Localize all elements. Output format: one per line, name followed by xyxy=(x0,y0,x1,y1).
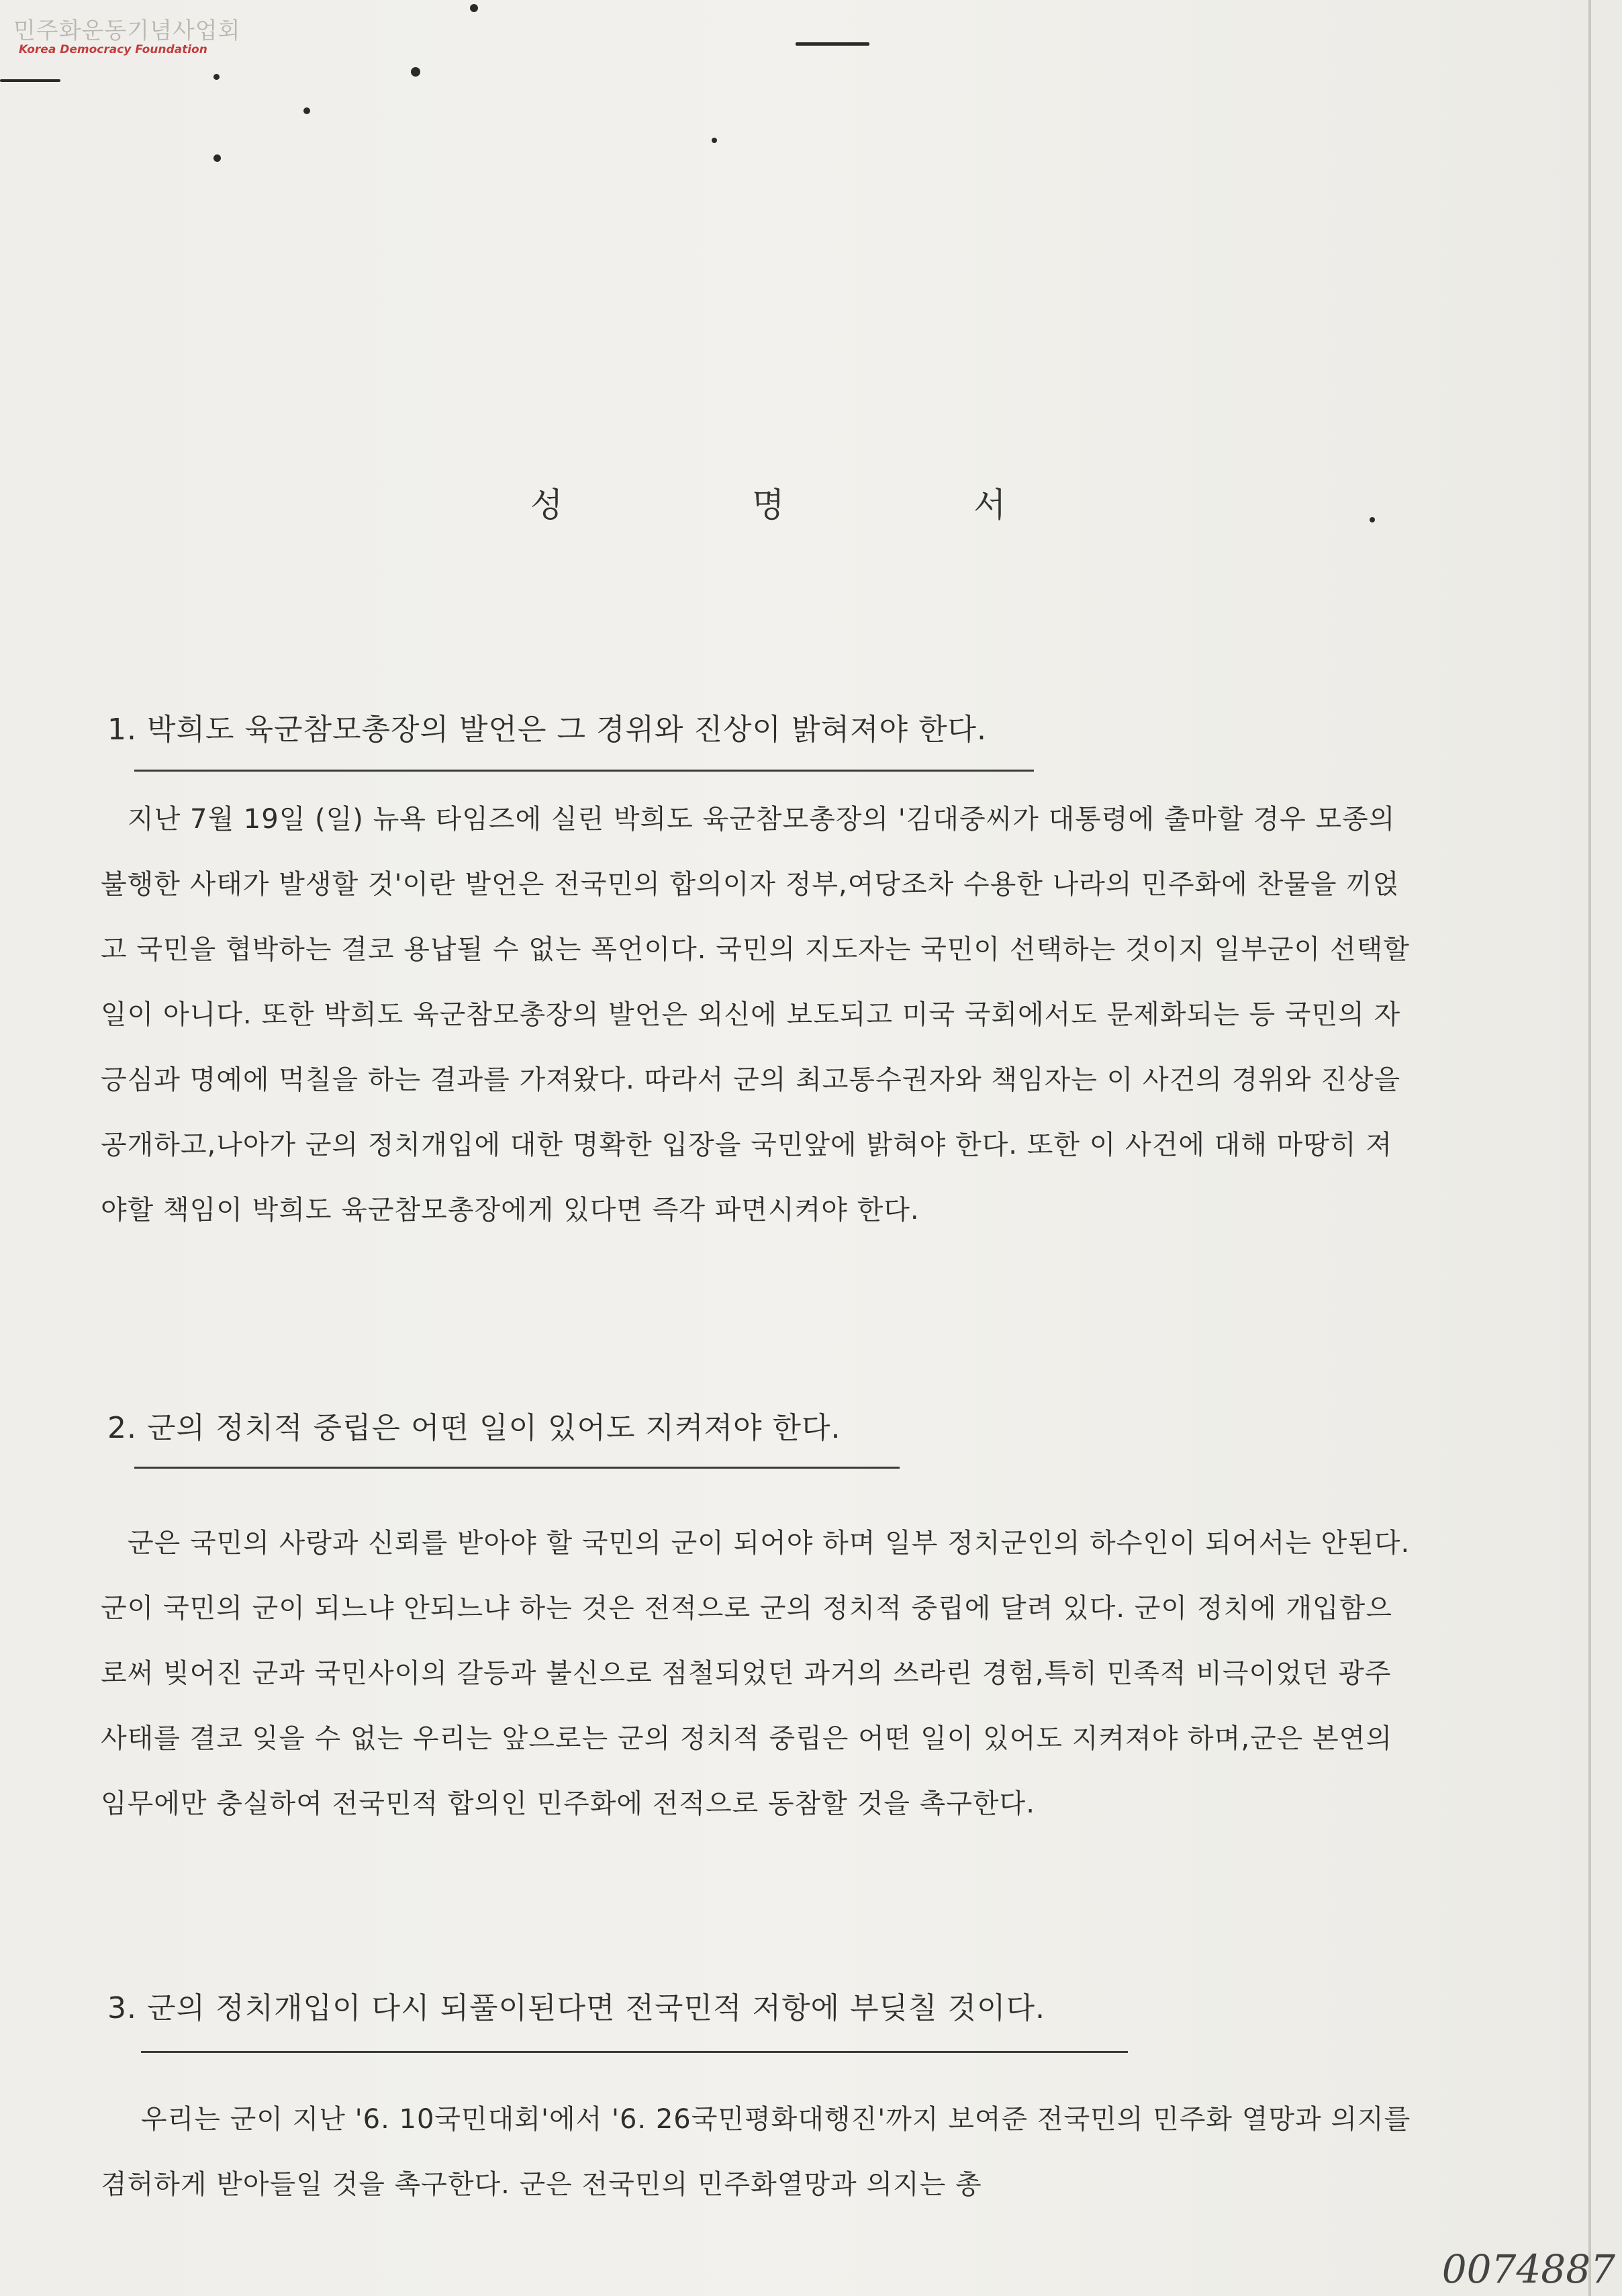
scan-speck xyxy=(1370,517,1375,522)
archive-number: 0074887 xyxy=(1441,2246,1615,2292)
scan-speck xyxy=(796,42,869,46)
section-2-body: 군은 국민의 사랑과 신뢰를 받아야 할 국민의 군이 되어야 하며 일부 정치군인의 하수인이 되어서는 안된다. 군이 국민의 군이 되느냐 안되느냐 하는 것은 전적으로 군의 정치적 중립에 달려 있다. 군이 정치에 개입함으로써 빚어진 군과 국민사이의 갈등과 불신으로 점철되었던 과거의 쓰라린 경험,특히 민족적 비극이었던 광주사태를 결코 잊을 수 없는 우리는 앞으로는 군의 정치적 중립은 어떤 일이 있어도 지켜져야 하며,군은 본연의 임무에만 충실하여 전국민적 합의인 민주화에 전적으로 동참할 것을 촉구한다. xyxy=(101,1528,1411,1819)
title-char-3: 서 xyxy=(973,486,1006,524)
watermark-english: Korea Democracy Foundation xyxy=(19,43,207,56)
paper-edge xyxy=(1588,0,1591,2296)
section-3-heading: 3. 군의 정치개입이 다시 되풀이된다면 전국민적 저항에 부딪칠 것이다. xyxy=(107,1991,1045,2025)
scan-speck xyxy=(470,4,478,12)
section-1-underline xyxy=(134,770,1034,772)
section-2-heading: 2. 군의 정치적 중립은 어떤 일이 있어도 지켜져야 한다. xyxy=(107,1411,841,1445)
scan-speck xyxy=(213,74,220,80)
section-3-underline xyxy=(141,2051,1128,2053)
watermark xyxy=(7,12,241,59)
scan-speck xyxy=(411,67,420,77)
scan-speck xyxy=(712,138,717,143)
scan-speck xyxy=(0,79,60,82)
title-char-2: 명 xyxy=(752,486,785,524)
section-1-heading: 1. 박희도 육군참모총장의 발언은 그 경위와 진상이 밝혀져야 한다. xyxy=(107,713,987,747)
section-2-underline xyxy=(134,1467,900,1469)
scan-speck xyxy=(213,154,221,162)
scan-speck xyxy=(303,107,310,114)
section-3-body: 우리는 군이 지난 '6. 10국민대회'에서 '6. 26국민평화대행진'까지 보여준 전국민의 민주화 열망과 의지를 겸허하게 받아들일 것을 촉구한다. 군은 전국민의 민주화열망과 의지는 총 xyxy=(101,2104,1411,2200)
watermark-korean: 민주화운동기념사업회 xyxy=(13,17,241,44)
title-char-1: 성 xyxy=(530,486,563,524)
document-title xyxy=(403,478,1208,532)
section-1-body: 지난 7월 19일 (일) 뉴욕 타임즈에 실린 박희도 육군참모총장의 '김대중씨가 대통령에 출마할 경우 모종의 불행한 사태가 발생할 것'이란 발언은 전국민의 합의이자 정부,여당조차 수용한 나라의 민주화에 찬물을 끼얹고 국민을 협박하는 결코 용납될 수 없는 폭언이다. 국민의 지도자는 국민이 선택하는 것이지 일부군이 선택할 일이 아니다. 또한 박희도 육군참모총장의 발언은 외신에 보도되고 미국 국회에서도 문제화되는 등 국민의 자긍심과 명예에 먹칠을 하는 결과를 가져왔다. 따라서 군의 최고통수권자와 책임자는 이 사건의 경위와 진상을 공개하고,나아가 군의 정치개입에 대한 명확한 입장을 국민앞에 밝혀야 한다. 또한 이 사건에 대해 마땅히 져야할 책임이 박희도 육군참모총장에게 있다면 즉각 파면시켜야 한다. xyxy=(101,804,1410,1226)
